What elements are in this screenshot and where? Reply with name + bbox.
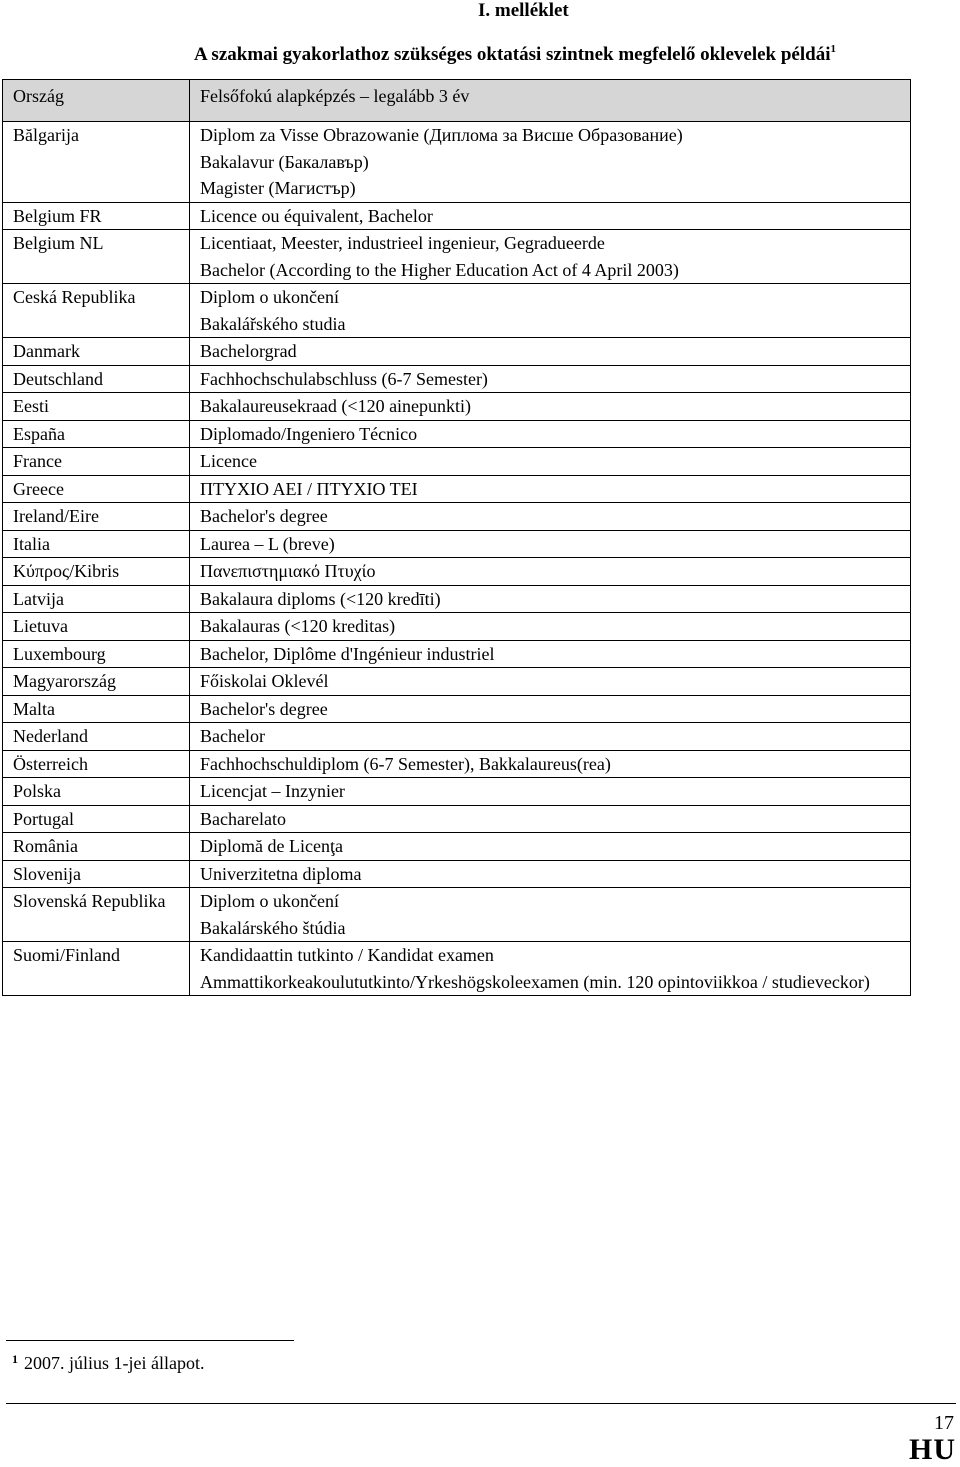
table-row bbox=[3, 448, 911, 476]
table-row bbox=[3, 888, 911, 942]
diploma-cell bbox=[190, 393, 911, 421]
diploma-line: Bachelor (According to the Higher Education Act of 4 April 2003) bbox=[200, 259, 679, 280]
table-row bbox=[3, 365, 911, 393]
diploma-cell bbox=[190, 558, 911, 586]
diploma-line: Bakalaura diploms (<120 kredīti) bbox=[200, 588, 441, 609]
country-cell: Belgium NL bbox=[3, 230, 190, 284]
diploma-line: Licencjat – Inzynier bbox=[200, 781, 345, 801]
diploma-cell bbox=[190, 695, 911, 723]
country-cell: Greece bbox=[3, 475, 190, 503]
table-header-row bbox=[3, 80, 911, 122]
diploma-line: Diplomado/Ingeniero Técnico bbox=[200, 423, 418, 444]
header-country: Ország bbox=[3, 80, 190, 122]
diploma-cell bbox=[190, 202, 911, 230]
subtitle-text: A szakmai gyakorlathoz szükséges oktatási szintnek megfelelő oklevelek példái bbox=[194, 44, 831, 65]
table-row bbox=[3, 230, 911, 284]
table-row bbox=[3, 750, 911, 778]
diploma-cell bbox=[190, 778, 911, 806]
diploma-cell bbox=[190, 860, 911, 888]
diploma-cell bbox=[190, 122, 911, 203]
country-cell: Deutschland bbox=[3, 365, 190, 393]
country-cell: Danmark bbox=[3, 338, 190, 366]
diploma-line: Univerzitetna diploma bbox=[200, 863, 362, 884]
diploma-line: Bachelor bbox=[200, 726, 265, 746]
footnote-separator bbox=[6, 1340, 294, 1341]
country-cell: Latvija bbox=[3, 585, 190, 613]
diploma-line: Magister (Магистър) bbox=[200, 178, 356, 198]
table-row bbox=[3, 503, 911, 531]
language-code: HU bbox=[909, 1433, 956, 1466]
diploma-line: Bakalavur (Бакалавър) bbox=[200, 151, 369, 172]
diploma-line: Fachhochschuldiplom (6-7 Semester), Bakkalaureus(rea) bbox=[200, 753, 611, 774]
table-row bbox=[3, 640, 911, 668]
diploma-line: Diplom o ukončení bbox=[200, 287, 339, 307]
table-row bbox=[3, 695, 911, 723]
diploma-line: Bacharelato bbox=[200, 808, 286, 829]
table-row bbox=[3, 284, 911, 338]
diploma-line: ΠΤΥΧΙΟ ΑΕΙ / ΠΤΥΧΙΟ ΤΕΙ bbox=[200, 478, 418, 499]
diploma-cell bbox=[190, 668, 911, 696]
country-cell: Bălgarija bbox=[3, 122, 190, 203]
country-cell: Eesti bbox=[3, 393, 190, 421]
diploma-line: Diplom za Visse Obrazowanie (Диплома за Висше Образование) bbox=[200, 125, 683, 145]
table-row bbox=[3, 805, 911, 833]
country-cell: Luxembourg bbox=[3, 640, 190, 668]
diploma-cell bbox=[190, 284, 911, 338]
diploma-cell bbox=[190, 805, 911, 833]
header-level: Felsőfokú alapképzés – legalább 3 év bbox=[190, 80, 911, 122]
country-cell: Slovenija bbox=[3, 860, 190, 888]
country-cell: Polska bbox=[3, 778, 190, 806]
table-row bbox=[3, 393, 911, 421]
diploma-cell bbox=[190, 475, 911, 503]
diploma-cell bbox=[190, 365, 911, 393]
table-row bbox=[3, 558, 911, 586]
diploma-line: Bachelor's degree bbox=[200, 698, 328, 719]
diploma-cell bbox=[190, 888, 911, 942]
table-row bbox=[3, 420, 911, 448]
table-row bbox=[3, 475, 911, 503]
diploma-line: Bachelor's degree bbox=[200, 506, 328, 526]
diploma-line: Bachelorgrad bbox=[200, 341, 297, 361]
diploma-line: Diplomă de Licenţa bbox=[200, 836, 343, 856]
country-cell: Lietuva bbox=[3, 613, 190, 641]
page-footer-rule bbox=[6, 1403, 956, 1404]
table-row bbox=[3, 585, 911, 613]
diploma-line: Licence bbox=[200, 451, 257, 471]
diploma-table bbox=[2, 79, 911, 996]
table-row bbox=[3, 860, 911, 888]
diploma-cell bbox=[190, 338, 911, 366]
country-cell: Ceská Republika bbox=[3, 284, 190, 338]
diploma-cell bbox=[190, 750, 911, 778]
diploma-cell bbox=[190, 530, 911, 558]
table-row bbox=[3, 122, 911, 203]
table-row bbox=[3, 778, 911, 806]
country-cell: Ireland/Eire bbox=[3, 503, 190, 531]
diploma-line: Kandidaattin tutkinto / Kandidat examen bbox=[200, 945, 494, 965]
diploma-line: Bakalauras (<120 kreditas) bbox=[200, 616, 396, 636]
country-cell: Κύπρος/Kibris bbox=[3, 558, 190, 586]
document-subtitle bbox=[194, 43, 836, 66]
table-row bbox=[3, 202, 911, 230]
country-cell: España bbox=[3, 420, 190, 448]
footnote bbox=[12, 1352, 204, 1374]
country-cell: Belgium FR bbox=[3, 202, 190, 230]
table-row bbox=[3, 668, 911, 696]
table-row bbox=[3, 833, 911, 861]
table-row bbox=[3, 942, 911, 996]
diploma-line: Laurea – L (breve) bbox=[200, 533, 335, 554]
table-row bbox=[3, 338, 911, 366]
page-number: 17 bbox=[934, 1412, 954, 1434]
country-cell: Slovenská Republika bbox=[3, 888, 190, 942]
country-cell: Italia bbox=[3, 530, 190, 558]
diploma-cell bbox=[190, 585, 911, 613]
country-cell: Magyarország bbox=[3, 668, 190, 696]
diploma-line: Bakalářského studia bbox=[200, 313, 346, 334]
annex-label: I. melléklet bbox=[478, 0, 569, 21]
diploma-line: Fachhochschulabschluss (6-7 Semester) bbox=[200, 368, 488, 389]
country-cell: România bbox=[3, 833, 190, 861]
diploma-cell bbox=[190, 230, 911, 284]
diploma-cell bbox=[190, 448, 911, 476]
country-cell: Malta bbox=[3, 695, 190, 723]
diploma-line: Bachelor, Diplôme d'Ingénieur industriel bbox=[200, 643, 495, 664]
country-cell: Suomi/Finland bbox=[3, 942, 190, 996]
diploma-line: Főiskolai Oklevél bbox=[200, 671, 329, 691]
table-row bbox=[3, 613, 911, 641]
diploma-cell bbox=[190, 503, 911, 531]
footnote-number: 1 bbox=[12, 1352, 18, 1366]
diploma-cell bbox=[190, 723, 911, 751]
diploma-cell bbox=[190, 420, 911, 448]
diploma-line: Licentiaat, Meester, industrieel ingenieur, Gegradueerde bbox=[200, 233, 605, 253]
country-cell: Nederland bbox=[3, 723, 190, 751]
diploma-line: Bakalaureusekraad (<120 ainepunkti) bbox=[200, 396, 472, 416]
footnote-reference: 1 bbox=[830, 43, 836, 55]
diploma-cell bbox=[190, 942, 911, 996]
diploma-cell bbox=[190, 613, 911, 641]
diploma-line: Πανεπιστημιακό Πτυχίο bbox=[200, 561, 376, 581]
diploma-line: Ammattikorkeakoulututkinto/Yrkeshögskoleexamen (min. 120 opintoviikkoa / studieveckor) bbox=[200, 971, 870, 992]
diploma-line: Bakalárského štúdia bbox=[200, 917, 346, 938]
table-row bbox=[3, 723, 911, 751]
table-row bbox=[3, 530, 911, 558]
diploma-line: Diplom o ukončení bbox=[200, 891, 339, 911]
footnote-text: 2007. július 1-jei állapot. bbox=[24, 1353, 205, 1373]
country-cell: Österreich bbox=[3, 750, 190, 778]
diploma-line: Licence ou équivalent, Bachelor bbox=[200, 205, 433, 226]
country-cell: France bbox=[3, 448, 190, 476]
country-cell: Portugal bbox=[3, 805, 190, 833]
diploma-cell bbox=[190, 640, 911, 668]
diploma-cell bbox=[190, 833, 911, 861]
